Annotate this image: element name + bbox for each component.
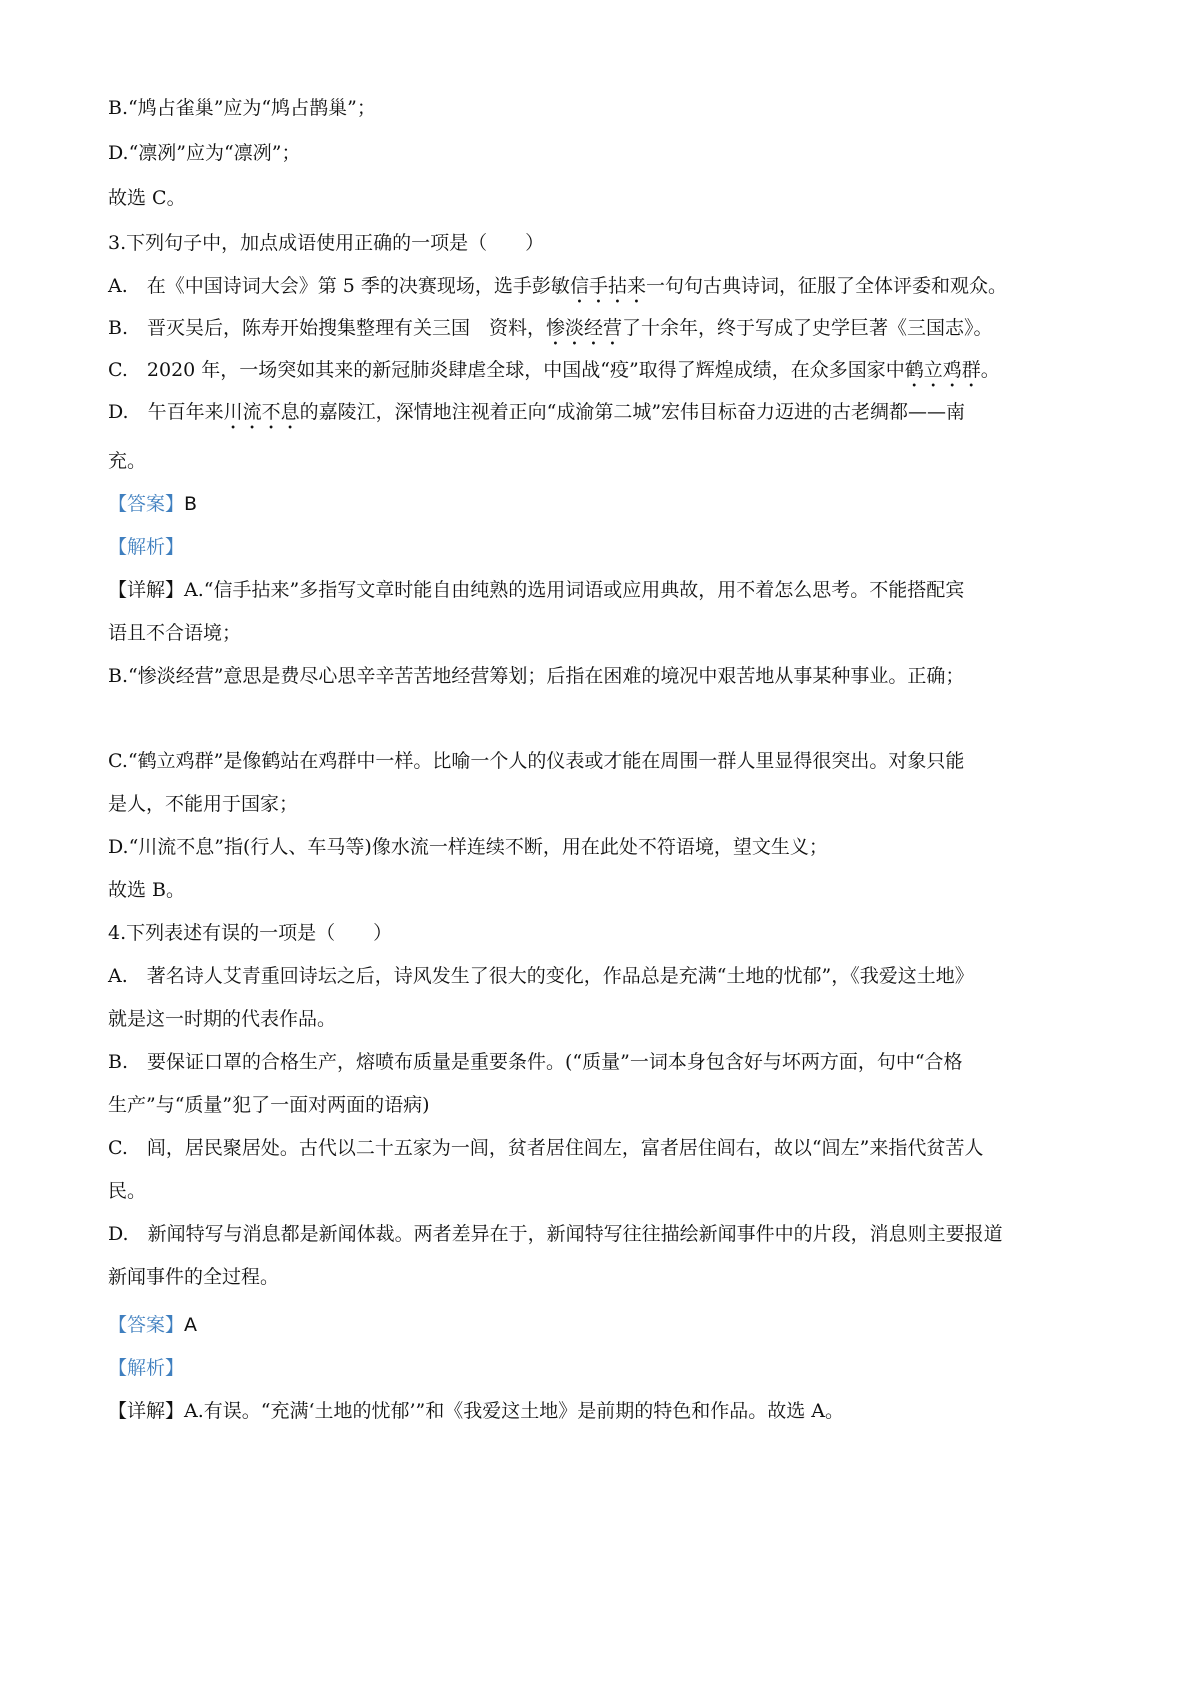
q4-option-c-line2: 民。: [108, 1180, 147, 1202]
q4-analysis-tag: 【解析】: [108, 1357, 185, 1379]
q4-option-d-line1: D. 新闻特写与消息都是新闻体裁。两者差异在于，新闻特写往往描绘新闻事件中的片段，消息则主要报道: [108, 1223, 1003, 1245]
q3-answer-tag: 【答案】: [108, 493, 185, 515]
q2-conclusion: 故选 C。: [108, 187, 186, 209]
q4-detail: 【详解】A.有误。“充满‘土地的忧郁’”和《我爱这土地》是前期的特色和作品。故选 A。: [108, 1400, 845, 1422]
q3-detail-c-line1: C.“鹤立鸡群”是像鹤站在鸡群中一样。比喻一个人的仪表或才能在周围一群人里显得很突出。对象只能: [108, 750, 965, 772]
q3-option-d-cont: 充。: [108, 450, 147, 472]
q3-option-c-pre: C. 2020 年，一场突如其来的新冠肺炎肆虐全球，中国战“疫”取得了辉煌成绩，在众多国家中: [108, 359, 905, 381]
q3-option-d-pre: D. 午百年来: [108, 401, 224, 423]
q4-option-b-line2: 生产”与“质量”犯了一面对两面的语病): [108, 1094, 430, 1116]
q2-option-d-correction: D.“凛冽”应为“凛冽”；: [108, 142, 301, 164]
q3-option-b-pre: B. 晋灭吴后，陈寿开始搜集整理有关三国 资料，: [108, 317, 547, 339]
q3-option-a: [108, 274, 1007, 308]
q3-option-b: [108, 316, 993, 350]
q3-option-d-post: 的嘉陵江，深情地注视着正向“成渝第二城”宏伟目标奋力迈进的古老绸都——南: [299, 401, 966, 423]
q3-detail-d: D.“川流不息”指(行人、车马等)像水流一样连续不断，用在此处不符语境，望文生义；: [108, 836, 828, 858]
q4-option-d-line2: 新闻事件的全过程。: [108, 1266, 280, 1288]
q3-option-c-idiom: 鹤立鸡群: [904, 359, 981, 381]
q4-option-b-line1: B. 要保证口罩的合格生产，熔喷布质量是重要条件。(“质量”一词本身包含好与坏两方面，句中“合格: [108, 1051, 963, 1073]
q3-option-d: [108, 400, 965, 434]
q3-option-c-post: 。: [980, 359, 1000, 381]
q3-option-a-pre: A. 在《中国诗词大会》第 5 季的决赛现场，选手彭敏: [108, 275, 570, 297]
q3-conclusion: 故选 B。: [108, 879, 186, 901]
q3-answer: [108, 492, 197, 516]
q3-answer-value: B: [184, 493, 198, 515]
q4-option-a-line2: 就是这一时期的代表作品。: [108, 1008, 337, 1030]
q3-detail-a-line2: 语且不合语境；: [108, 622, 242, 644]
q3-option-c: [108, 358, 1000, 392]
q4-stem: 4.下列表述有误的一项是（ ）: [108, 922, 393, 944]
q3-analysis-tag: 【解析】: [108, 536, 185, 558]
q4-option-a-line1: A. 著名诗人艾青重回诗坛之后，诗风发生了很大的变化，作品总是充满“土地的忧郁”，《我爱这土地》: [108, 965, 974, 987]
q3-detail-c-line2: 是人，不能用于国家；: [108, 793, 299, 815]
q4-answer: [108, 1313, 197, 1337]
q4-answer-value: A: [184, 1314, 198, 1336]
q3-option-a-idiom: 信手拈来: [569, 275, 646, 297]
q3-stem: 3.下列句子中，加点成语使用正确的一项是（ ）: [108, 232, 545, 254]
q3-option-d-idiom: 川流不息: [223, 401, 300, 423]
q3-detail-a-line1: 【详解】A.“信手拈来”多指写文章时能自由纯熟的选用词语或应用典故，用不着怎么思考。不能搭配宾: [108, 579, 965, 601]
q4-answer-tag: 【答案】: [108, 1314, 185, 1336]
q3-option-b-post: 了十余年，终于写成了史学巨著《三国志》。: [622, 317, 993, 339]
q2-option-b-correction: B.“鸠占雀巢”应为“鸠占鹊巢”；: [108, 97, 376, 119]
q3-detail-b: B.“惨淡经营”意思是费尽心思辛辛苦苦地经营筹划；后指在困难的境况中艰苦地从事某种事业。正确；: [108, 665, 965, 687]
q4-option-c-line1: C. 闾，居民聚居处。古代以二十五家为一闾，贫者居住闾左，富者居住闾右，故以“闾左”来指代贫苦人: [108, 1137, 984, 1159]
q3-option-a-post: 一句句古典诗词，征服了全体评委和观众。: [645, 275, 1007, 297]
q3-option-b-idiom: 惨淡经营: [546, 317, 623, 339]
